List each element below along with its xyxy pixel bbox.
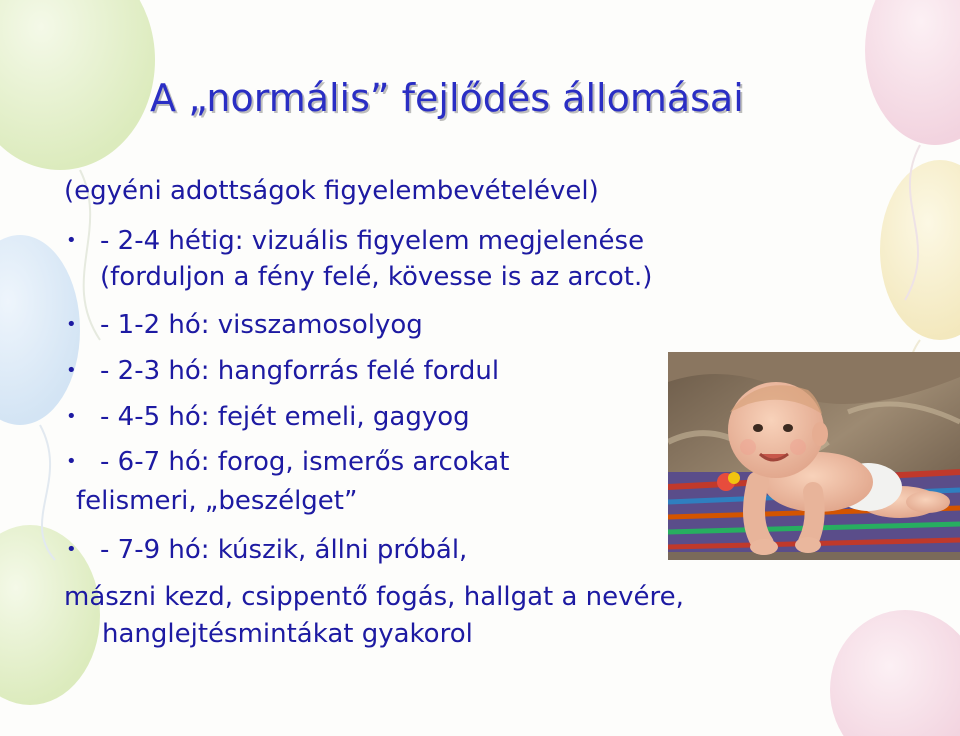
list-item: - 2-3 hó: hangforrás felé fordul [100, 356, 500, 386]
bullet-marker: • [66, 451, 77, 472]
list-item: - 7-9 hó: kúszik, állni próbál, [100, 535, 468, 565]
intro-line: (egyéni adottságok figyelembevételével) [64, 176, 599, 206]
bullet-marker: • [66, 314, 77, 335]
list-item: hanglejtésmintákat gyakorol [102, 619, 473, 649]
list-item: - 6-7 hó: forog, ismerős arcokat [100, 447, 510, 477]
bullet-marker: • [66, 406, 77, 427]
list-item: - 2-4 hétig: vizuális figyelem megjelenése [100, 226, 645, 256]
bullet-marker: • [66, 360, 77, 381]
list-item: felismeri, „beszélget” [76, 486, 358, 516]
slide-title: A „normális” fejlődés állomásai [150, 76, 744, 120]
bullet-marker: • [66, 230, 77, 251]
baby-photo-icon [668, 352, 960, 560]
bullet-marker: • [66, 539, 77, 560]
list-item: - 4-5 hó: fejét emeli, gagyog [100, 402, 470, 432]
list-item: (forduljon a fény felé, kövesse is az arcot.) [100, 262, 653, 292]
list-item: - 1-2 hó: visszamosolyog [100, 310, 423, 340]
list-item: mászni kezd, csippentő fogás, hallgat a nevére, [64, 582, 684, 612]
